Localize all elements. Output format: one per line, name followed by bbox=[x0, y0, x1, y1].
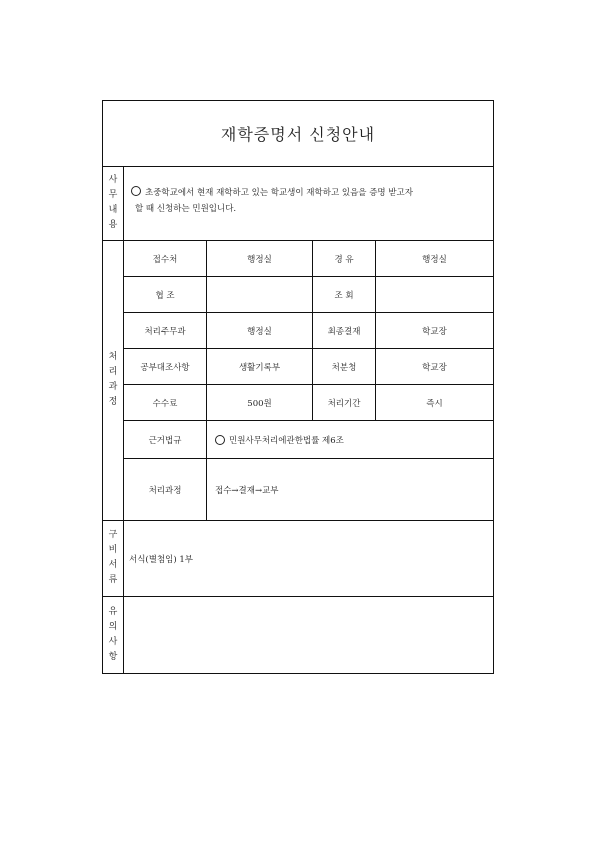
cell-final-approval-value: 학교장 bbox=[422, 326, 447, 337]
cell-final-approval-label: 최종결재 bbox=[327, 326, 361, 337]
cell-cooperation-value bbox=[207, 277, 312, 312]
business-description: 초중학교에서 현재 재학하고 있는 학교생이 재학하고 있음을 증명 받고자 할 때 신청하는 민원입니다. bbox=[131, 185, 491, 217]
application-guide-document bbox=[102, 100, 494, 674]
section-label-business: 사 무 내 용 bbox=[108, 175, 118, 230]
section-label-notes: 유 의 사 항 bbox=[108, 607, 118, 662]
notes-text bbox=[124, 597, 493, 674]
cell-legal-basis-value: 민원사무처리에관한법률 제6조 bbox=[207, 421, 493, 458]
cell-process-flow-value: 접수→결재→교부 bbox=[215, 485, 279, 496]
section-label-documents: 구 비 서 류 bbox=[108, 530, 118, 585]
document-title: 재학증명서 신청안내 bbox=[103, 101, 493, 167]
cell-via-value: 행정실 bbox=[422, 254, 447, 265]
cell-authority-label: 처분청 bbox=[331, 362, 357, 373]
cell-legal-basis-label: 근거법규 bbox=[148, 435, 182, 446]
circle-bullet-icon bbox=[131, 186, 141, 196]
cell-records-check-value: 생활기록부 bbox=[238, 362, 281, 373]
cell-processing-period-label: 처리기간 bbox=[327, 398, 361, 409]
cell-inquiry-value bbox=[376, 277, 493, 312]
cell-department-label: 처리주무과 bbox=[144, 326, 186, 337]
cell-records-check-label: 공부대조사항 bbox=[140, 362, 190, 373]
circle-bullet-icon bbox=[215, 435, 225, 445]
cell-reception-label: 접수처 bbox=[152, 254, 178, 265]
cell-department-value: 행정실 bbox=[247, 326, 272, 337]
cell-cooperation-label: 협 조 bbox=[155, 290, 175, 301]
cell-inquiry-label: 조 회 bbox=[334, 290, 354, 301]
section-label-process: 처 리 과 정 bbox=[108, 352, 118, 407]
cell-reception-value: 행정실 bbox=[247, 254, 272, 265]
cell-fee-label: 수수료 bbox=[152, 398, 178, 409]
cell-fee-value: 500원 bbox=[247, 398, 272, 409]
cell-processing-period-value: 즉시 bbox=[426, 398, 443, 409]
cell-process-flow-label: 처리과정 bbox=[148, 485, 182, 496]
cell-via-label: 경 유 bbox=[334, 254, 354, 265]
cell-authority-value: 학교장 bbox=[422, 362, 447, 373]
required-documents-text: 서식(별첨임) 1부 bbox=[129, 554, 194, 565]
